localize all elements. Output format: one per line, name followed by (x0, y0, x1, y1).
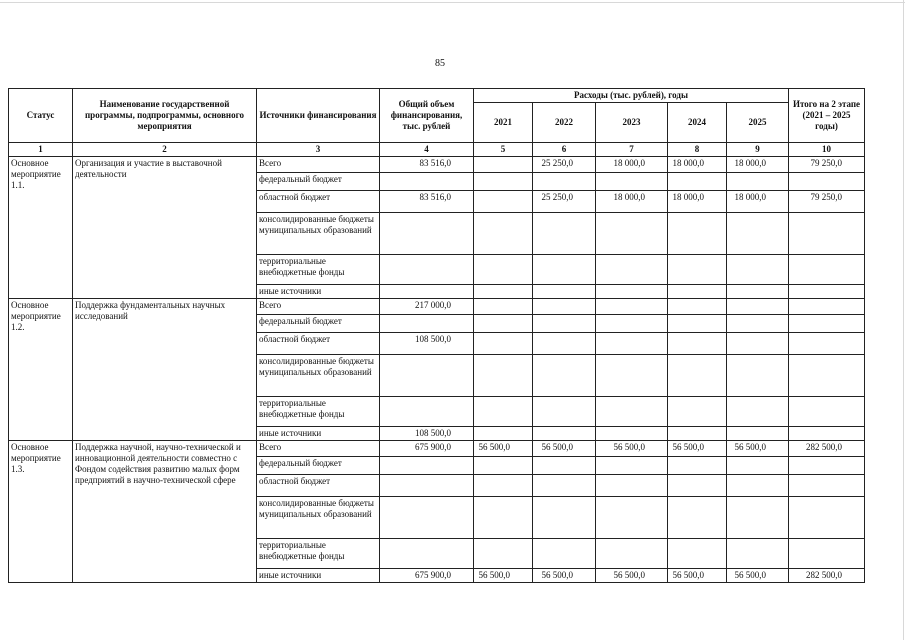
amount-cell (533, 255, 596, 285)
amount-cell (474, 255, 533, 285)
column-number: 3 (257, 143, 380, 157)
amount-cell (380, 497, 474, 539)
funding-source: областной бюджет (257, 191, 380, 213)
amount-cell (668, 173, 727, 191)
measure-status: Основное мероприятие 1.1. (9, 157, 73, 299)
column-number: 4 (380, 143, 474, 157)
funding-source: федеральный бюджет (257, 457, 380, 475)
funding-source: территориальные внебюджетные фонды (257, 539, 380, 569)
funding-source: консолидированные бюджеты муниципальных образований (257, 497, 380, 539)
amount-cell (596, 539, 668, 569)
amount-cell (596, 427, 668, 441)
amount-cell: 217 000,0 (380, 299, 474, 315)
amount-cell (789, 173, 865, 191)
amount-cell (596, 397, 668, 427)
funding-source: Всего (257, 157, 380, 173)
scan-edge-top (0, 2, 905, 3)
column-number: 10 (789, 143, 865, 157)
amount-cell (380, 539, 474, 569)
amount-cell: 18 000,0 (668, 191, 727, 213)
measure-name: Поддержка фундаментальных научных исследований (73, 299, 257, 441)
amount-cell: 56 500,0 (596, 441, 668, 457)
amount-cell (596, 173, 668, 191)
measure-status: Основное мероприятие 1.3. (9, 441, 73, 583)
amount-cell (789, 457, 865, 475)
table-row (9, 299, 865, 315)
amount-cell (474, 157, 533, 173)
amount-cell (727, 315, 789, 333)
page-number: 85 (435, 58, 445, 69)
amount-cell (474, 355, 533, 397)
amount-cell: 56 500,0 (596, 569, 668, 583)
amount-cell: 56 500,0 (533, 569, 596, 583)
amount-cell: 79 250,0 (789, 157, 865, 173)
column-number: 1 (9, 143, 73, 157)
amount-cell: 56 500,0 (474, 441, 533, 457)
amount-cell (474, 191, 533, 213)
funding-source: Всего (257, 441, 380, 457)
header-year: 2021 (474, 103, 533, 143)
header-stage-total: Итого на 2 этапе (2021 – 2025 годы) (789, 89, 865, 143)
amount-cell (380, 397, 474, 427)
amount-cell: 18 000,0 (727, 157, 789, 173)
funding-source: Всего (257, 299, 380, 315)
scan-edge-right (903, 0, 904, 640)
amount-cell (789, 213, 865, 255)
amount-cell (596, 299, 668, 315)
amount-cell (474, 457, 533, 475)
column-number: 6 (533, 143, 596, 157)
table-row (9, 157, 865, 173)
amount-cell (474, 285, 533, 299)
column-number: 5 (474, 143, 533, 157)
amount-cell: 56 500,0 (474, 569, 533, 583)
header-year: 2025 (727, 103, 789, 143)
amount-cell (474, 475, 533, 497)
amount-cell (727, 457, 789, 475)
amount-cell (789, 355, 865, 397)
amount-cell (533, 539, 596, 569)
header-total: Общий объем финансирования, тыс. рублей (380, 89, 474, 143)
amount-cell: 675 900,0 (380, 441, 474, 457)
amount-cell (596, 213, 668, 255)
amount-cell: 79 250,0 (789, 191, 865, 213)
amount-cell: 83 516,0 (380, 191, 474, 213)
amount-cell (727, 539, 789, 569)
amount-cell (380, 315, 474, 333)
column-number: 8 (668, 143, 727, 157)
funding-source: иные источники (257, 569, 380, 583)
financing-table (8, 88, 865, 583)
amount-cell (668, 427, 727, 441)
amount-cell (474, 333, 533, 355)
amount-cell: 282 500,0 (789, 569, 865, 583)
amount-cell (474, 497, 533, 539)
amount-cell: 56 500,0 (533, 441, 596, 457)
amount-cell (789, 315, 865, 333)
amount-cell (789, 333, 865, 355)
amount-cell (596, 255, 668, 285)
funding-source: федеральный бюджет (257, 173, 380, 191)
amount-cell (596, 355, 668, 397)
amount-cell: 18 000,0 (596, 191, 668, 213)
column-number: 9 (727, 143, 789, 157)
amount-cell (596, 315, 668, 333)
amount-cell (789, 255, 865, 285)
funding-source: иные источники (257, 285, 380, 299)
amount-cell (533, 355, 596, 397)
amount-cell (533, 497, 596, 539)
amount-cell: 18 000,0 (596, 157, 668, 173)
funding-source: территориальные внебюджетные фонды (257, 255, 380, 285)
amount-cell (533, 213, 596, 255)
header-expenses: Расходы (тыс. рублей), годы (474, 89, 789, 103)
amount-cell (727, 299, 789, 315)
amount-cell (789, 397, 865, 427)
header-status: Статус (9, 89, 73, 143)
amount-cell (533, 427, 596, 441)
funding-source: федеральный бюджет (257, 315, 380, 333)
amount-cell (380, 213, 474, 255)
amount-cell (727, 427, 789, 441)
amount-cell (668, 355, 727, 397)
amount-cell (727, 213, 789, 255)
amount-cell (533, 333, 596, 355)
amount-cell: 108 500,0 (380, 427, 474, 441)
amount-cell (380, 285, 474, 299)
amount-cell: 18 000,0 (668, 157, 727, 173)
amount-cell (727, 173, 789, 191)
amount-cell (380, 457, 474, 475)
table-row (9, 441, 865, 457)
amount-cell (380, 355, 474, 397)
amount-cell (474, 397, 533, 427)
amount-cell (596, 497, 668, 539)
header-year: 2022 (533, 103, 596, 143)
amount-cell (668, 285, 727, 299)
amount-cell (474, 315, 533, 333)
funding-source: областной бюджет (257, 333, 380, 355)
amount-cell (789, 539, 865, 569)
amount-cell (789, 299, 865, 315)
header-name: Наименование государственной программы, подпрограммы, основного мероприятия (73, 89, 257, 143)
amount-cell (789, 285, 865, 299)
amount-cell: 18 000,0 (727, 191, 789, 213)
amount-cell: 25 250,0 (533, 191, 596, 213)
funding-source: консолидированные бюджеты муниципальных образований (257, 355, 380, 397)
amount-cell (789, 475, 865, 497)
amount-cell (533, 315, 596, 333)
amount-cell (596, 285, 668, 299)
amount-cell (474, 299, 533, 315)
amount-cell: 56 500,0 (727, 569, 789, 583)
amount-cell (727, 397, 789, 427)
amount-cell (668, 497, 727, 539)
header-source: Источники финансирования (257, 89, 380, 143)
amount-cell (474, 427, 533, 441)
amount-cell (727, 475, 789, 497)
amount-cell (668, 333, 727, 355)
amount-cell (668, 539, 727, 569)
amount-cell: 56 500,0 (727, 441, 789, 457)
amount-cell (727, 285, 789, 299)
amount-cell: 282 500,0 (789, 441, 865, 457)
amount-cell: 56 500,0 (668, 441, 727, 457)
amount-cell (596, 333, 668, 355)
header-year: 2024 (668, 103, 727, 143)
amount-cell (533, 397, 596, 427)
measure-name: Поддержка научной, научно-технической и инновационной деятельности совместно с Фондом содействия развитию малых форм предприятий в научно-технической сфере (73, 441, 257, 583)
amount-cell (668, 457, 727, 475)
column-number: 7 (596, 143, 668, 157)
amount-cell: 56 500,0 (668, 569, 727, 583)
funding-source: консолидированные бюджеты муниципальных образований (257, 213, 380, 255)
amount-cell (474, 213, 533, 255)
amount-cell (380, 255, 474, 285)
amount-cell (474, 173, 533, 191)
amount-cell (668, 299, 727, 315)
funding-source: иные источники (257, 427, 380, 441)
amount-cell: 675 900,0 (380, 569, 474, 583)
amount-cell (533, 457, 596, 475)
amount-cell (727, 333, 789, 355)
amount-cell (727, 255, 789, 285)
amount-cell (668, 255, 727, 285)
amount-cell (533, 475, 596, 497)
funding-source: областной бюджет (257, 475, 380, 497)
measure-name: Организация и участие в выставочной деятельности (73, 157, 257, 299)
amount-cell: 108 500,0 (380, 333, 474, 355)
amount-cell (380, 173, 474, 191)
amount-cell (380, 475, 474, 497)
amount-cell (727, 355, 789, 397)
amount-cell (789, 497, 865, 539)
amount-cell (668, 397, 727, 427)
amount-cell: 25 250,0 (533, 157, 596, 173)
amount-cell (533, 299, 596, 315)
measure-status: Основное мероприятие 1.2. (9, 299, 73, 441)
amount-cell: 83 516,0 (380, 157, 474, 173)
amount-cell (596, 475, 668, 497)
amount-cell (727, 497, 789, 539)
amount-cell (789, 427, 865, 441)
amount-cell (668, 315, 727, 333)
funding-source: территориальные внебюджетные фонды (257, 397, 380, 427)
amount-cell (533, 285, 596, 299)
amount-cell (474, 539, 533, 569)
amount-cell (668, 475, 727, 497)
amount-cell (668, 213, 727, 255)
amount-cell (533, 173, 596, 191)
header-year: 2023 (596, 103, 668, 143)
column-number: 2 (73, 143, 257, 157)
amount-cell (596, 457, 668, 475)
